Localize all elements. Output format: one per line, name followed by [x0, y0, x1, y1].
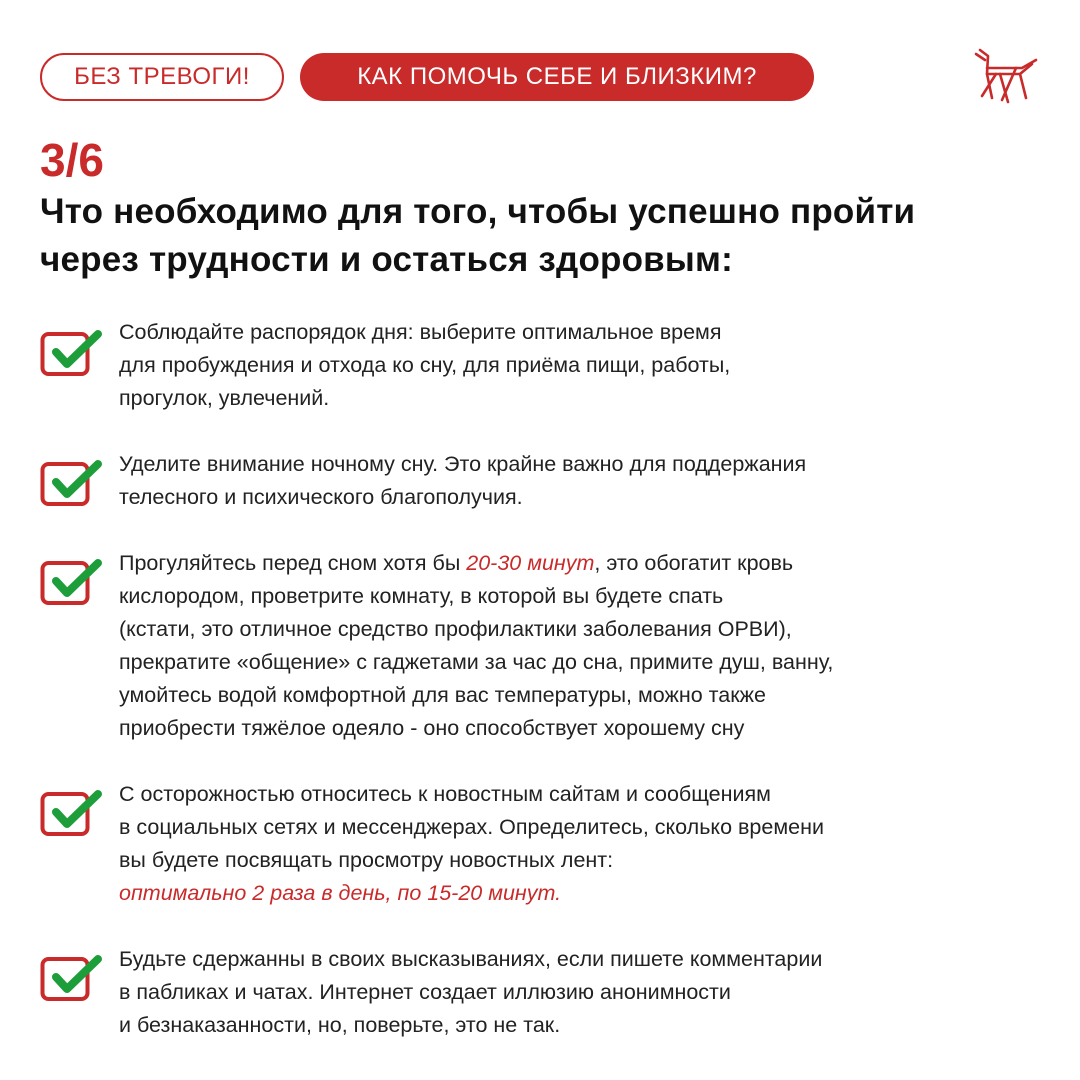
list-item-text: Будьте сдержанны в своих высказываниях, если пишете комментарии в пабликах и чатах. Интернет создает иллюзию анонимности и безнаказанности, но, поверьте, это не так.: [119, 947, 823, 1037]
page-title: [40, 188, 1040, 284]
list-item-text-start: Прогуляйтесь перед сном хотя бы: [119, 551, 467, 575]
checkbox-checked-icon: [40, 784, 106, 838]
list-item-text-start: С осторожностью относитесь к новостным сайтам и сообщениям в социальных сетях и мессенджерах. Определитесь, сколько времени вы будете посвящать просмотру новостных лент:: [119, 782, 824, 872]
horse-logo-icon: [972, 46, 1040, 106]
tag-how-to-help-label: КАК ПОМОЧЬ СЕБЕ И БЛИЗКИМ?: [357, 63, 757, 90]
list-item-text: [119, 778, 1019, 910]
list-item-text: Соблюдайте распорядок дня: выберите оптимальное время для пробуждения и отхода ко сну, для приёма пищи, работы, прогулок, увлечений.: [119, 320, 731, 410]
checkbox-checked-icon: [40, 949, 106, 1003]
checkbox-checked-icon: [40, 454, 106, 508]
duration-highlight: 20-30 минут: [466, 551, 595, 575]
tag-no-anxiety-label: БЕЗ ТРЕВОГИ!: [74, 63, 250, 90]
list-item-text: Уделите внимание ночному сну. Это крайне важно для поддержания телесного и психического благополучия.: [119, 452, 807, 509]
news-time-highlight: оптимально 2 раза в день, по 15-20 минут.: [119, 881, 562, 905]
checkbox-checked-icon: [40, 553, 106, 607]
list-item-text-end: , это обогатит кровь кислородом, проветрите комнату, в которой вы будете спать (кстати, это отличное средство профилактики заболевания ОРВИ), прекратите «общение» с гаджетами за час до сна, примите душ, ванну, умойтесь водой комфортной для вас температуры, можно также приобрести тяжёлое одеяло - оно способствует хорошему сну: [119, 551, 834, 740]
tag-how-to-help: [300, 53, 814, 101]
tag-no-anxiety: [40, 53, 284, 101]
checkbox-checked-icon: [40, 324, 106, 378]
page-title-text: Что необходимо для того, чтобы успешно пройти через трудности и остаться здоровым:: [40, 192, 916, 279]
list-item-text: [119, 547, 1019, 745]
slide-counter: 3/6: [40, 134, 104, 186]
